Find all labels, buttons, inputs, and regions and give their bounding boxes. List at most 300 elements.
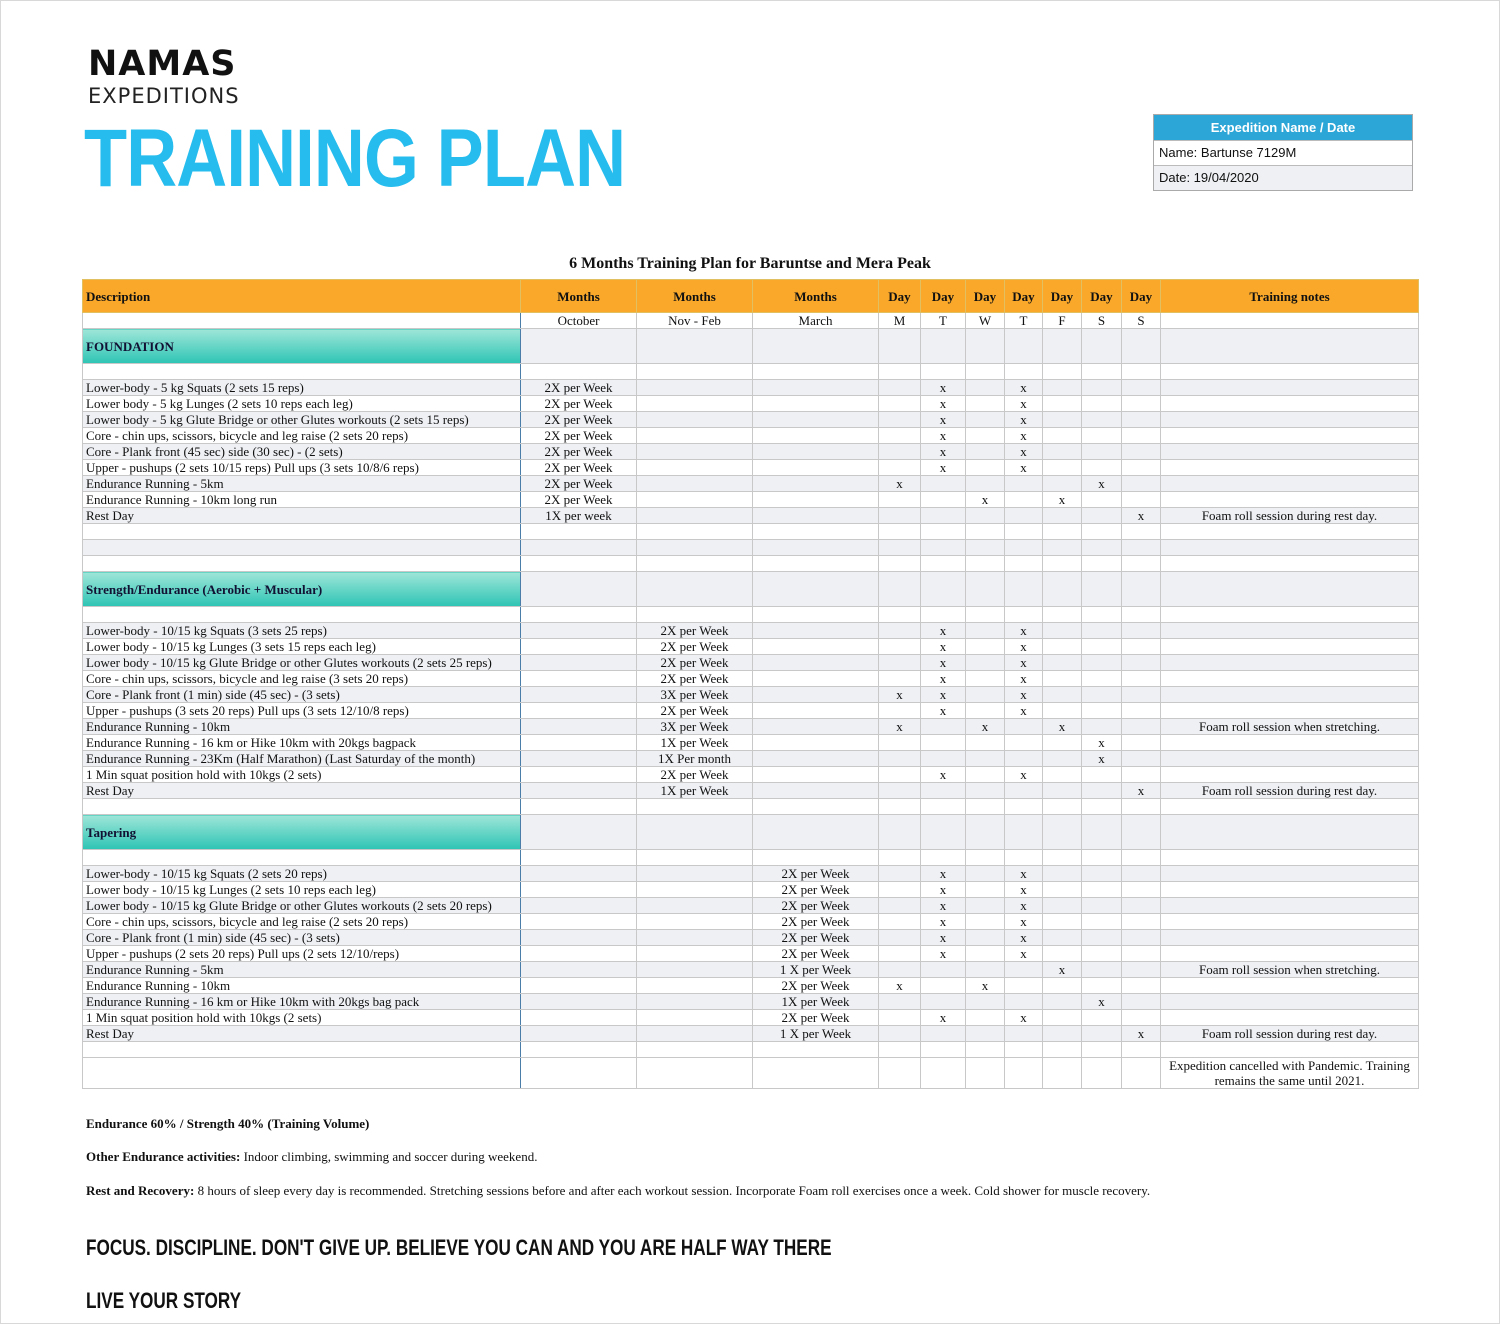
day-mark [1082,380,1122,396]
table-header-row [83,280,1419,313]
empty-cell [921,364,966,380]
frequency-cell: 2X per Week [753,978,879,994]
column-subheader: W [966,313,1005,329]
day-mark [1043,380,1082,396]
day-mark: x [1005,914,1043,930]
day-mark [1122,1010,1161,1026]
frequency-cell [637,444,753,460]
day-mark [966,767,1005,783]
day-mark [1122,866,1161,882]
empty-cell [1043,799,1082,815]
day-mark: x [966,978,1005,994]
section-title: FOUNDATION [83,329,521,364]
day-mark [1082,508,1122,524]
day-mark: x [1005,444,1043,460]
frequency-cell: 1X per Week [637,783,753,799]
day-mark [1122,671,1161,687]
table-row [83,428,1419,444]
day-mark [921,719,966,735]
empty-cell [637,572,753,607]
empty-cell [1122,607,1161,623]
day-mark [1122,751,1161,767]
table-row [83,962,1419,978]
empty-cell [966,815,1005,850]
day-mark [966,655,1005,671]
empty-cell [921,572,966,607]
frequency-cell [753,460,879,476]
empty-cell [966,556,1005,572]
day-mark [1043,751,1082,767]
frequency-cell [637,460,753,476]
empty-cell [1043,607,1082,623]
day-mark: x [1082,751,1122,767]
frequency-cell [637,492,753,508]
day-mark: x [1005,882,1043,898]
empty-cell [521,1042,637,1058]
day-mark [1043,1026,1082,1042]
day-mark [1005,978,1043,994]
plan-caption: 6 Months Training Plan for Baruntse and Mera Peak [569,255,931,272]
frequency-cell: 1X per week [521,508,637,524]
empty-cell [753,540,879,556]
table-row [83,930,1419,946]
table-row [83,783,1419,799]
table-row [83,460,1419,476]
training-note [1161,914,1419,930]
day-mark [1043,914,1082,930]
day-mark [1043,444,1082,460]
spacer-row [83,540,1419,556]
day-mark [879,508,921,524]
day-mark: x [921,428,966,444]
day-mark [966,783,1005,799]
empty-cell [879,607,921,623]
day-mark: x [921,655,966,671]
day-mark [879,898,921,914]
frequency-cell [521,703,637,719]
day-mark: x [921,866,966,882]
exercise-description: 1 Min squat position hold with 10kgs (2 sets) [83,767,521,783]
day-mark [1043,428,1082,444]
empty-cell [921,524,966,540]
section-row [83,572,1419,607]
frequency-cell [753,783,879,799]
frequency-cell: 2X per Week [637,703,753,719]
section-row [83,329,1419,364]
frequency-cell [753,428,879,444]
empty-cell [966,607,1005,623]
empty-cell [521,1058,637,1089]
day-mark: x [921,1010,966,1026]
day-mark: x [1005,946,1043,962]
day-mark [1082,978,1122,994]
table-row [83,1010,1419,1026]
day-mark: x [921,396,966,412]
day-mark [966,1010,1005,1026]
expedition-date: Date: 19/04/2020 [1154,165,1412,190]
frequency-cell: 1 X per Week [753,962,879,978]
day-mark [1082,687,1122,703]
table-row [83,412,1419,428]
day-mark [1005,735,1043,751]
day-mark [1122,460,1161,476]
training-note [1161,946,1419,962]
day-mark [1082,428,1122,444]
day-mark [879,396,921,412]
frequency-cell [753,380,879,396]
training-note: Foam roll session when stretching. [1161,962,1419,978]
day-mark [1082,930,1122,946]
empty-cell [1043,556,1082,572]
empty-cell [921,607,966,623]
frequency-cell [753,751,879,767]
day-mark [1122,492,1161,508]
day-mark [1122,687,1161,703]
day-mark [1122,946,1161,962]
day-mark: x [1043,492,1082,508]
empty-cell [83,1042,521,1058]
day-mark [879,882,921,898]
column-subheader [1161,313,1419,329]
training-note [1161,1010,1419,1026]
empty-cell [879,850,921,866]
day-mark [1122,655,1161,671]
empty-cell [966,1042,1005,1058]
frequency-cell [637,428,753,444]
day-mark: x [921,703,966,719]
day-mark [1122,898,1161,914]
day-mark [966,476,1005,492]
empty-cell [1122,540,1161,556]
table-row [83,1026,1419,1042]
day-mark: x [1005,639,1043,655]
day-mark: x [1122,783,1161,799]
frequency-cell [521,914,637,930]
frequency-cell: 1X per Week [753,994,879,1010]
frequency-cell [521,882,637,898]
day-mark: x [921,412,966,428]
day-mark [1043,882,1082,898]
empty-cell [1122,850,1161,866]
empty-cell [1122,364,1161,380]
table-row [83,767,1419,783]
frequency-cell [753,639,879,655]
day-mark: x [1005,687,1043,703]
exercise-description: Endurance Running - 5km [83,962,521,978]
frequency-cell [521,1010,637,1026]
day-mark [1122,962,1161,978]
empty-cell [1043,815,1082,850]
day-mark [1122,476,1161,492]
frequency-cell [521,751,637,767]
day-mark [879,460,921,476]
day-mark [1005,508,1043,524]
empty-cell [879,524,921,540]
frequency-cell: 2X per Week [637,639,753,655]
day-mark [1043,671,1082,687]
frequency-cell: 2X per Week [753,946,879,962]
empty-cell [1005,572,1043,607]
empty-cell [1161,815,1419,850]
empty-cell [1161,572,1419,607]
day-mark [879,914,921,930]
day-mark [1043,396,1082,412]
day-mark [1082,882,1122,898]
day-mark [879,767,921,783]
column-header: Day [921,280,966,313]
day-mark: x [1082,735,1122,751]
day-mark [1043,476,1082,492]
exercise-description: Endurance Running - 10km [83,719,521,735]
day-mark [1043,703,1082,719]
day-mark: x [1005,671,1043,687]
expedition-info-box [1153,114,1413,191]
frequency-cell [637,978,753,994]
table-row [83,380,1419,396]
table-row [83,994,1419,1010]
exercise-description: Upper - pushups (3 sets 20 reps) Pull ups (3 sets 12/10/8 reps) [83,703,521,719]
exercise-description: Lower-body - 5 kg Squats (2 sets 15 reps) [83,380,521,396]
frequency-cell [637,994,753,1010]
frequency-cell [753,767,879,783]
empty-cell [1161,364,1419,380]
empty-cell [753,1058,879,1089]
empty-cell [1005,850,1043,866]
empty-cell [1005,815,1043,850]
empty-cell [921,815,966,850]
day-mark [1122,444,1161,460]
table-row [83,396,1419,412]
day-mark [966,703,1005,719]
day-mark [1082,1026,1122,1042]
training-note [1161,994,1419,1010]
table-row [83,671,1419,687]
day-mark [1005,783,1043,799]
empty-cell [753,799,879,815]
empty-cell [921,850,966,866]
day-mark: x [1005,412,1043,428]
day-mark [1082,914,1122,930]
day-mark [1122,767,1161,783]
frequency-cell [521,687,637,703]
day-mark: x [879,978,921,994]
frequency-cell: 2X per Week [521,460,637,476]
frequency-cell [521,994,637,1010]
day-mark [1005,492,1043,508]
empty-cell [921,540,966,556]
day-mark [1122,914,1161,930]
empty-cell [921,1042,966,1058]
empty-cell [1161,329,1419,364]
spacer-row [83,850,1419,866]
frequency-cell [637,380,753,396]
frequency-cell [521,767,637,783]
empty-cell [637,540,753,556]
day-mark [879,492,921,508]
frequency-cell [753,476,879,492]
day-mark: x [1005,1010,1043,1026]
frequency-cell [753,687,879,703]
exercise-description: Lower body - 5 kg Lunges (2 sets 10 reps each leg) [83,396,521,412]
day-mark: x [921,380,966,396]
day-mark: x [921,623,966,639]
frequency-cell [521,623,637,639]
day-mark [1082,898,1122,914]
day-mark [1043,655,1082,671]
exercise-description: Lower body - 10/15 kg Lunges (2 sets 10 reps each leg) [83,882,521,898]
empty-cell [1122,799,1161,815]
column-header: Day [1043,280,1082,313]
day-mark: x [1082,476,1122,492]
exercise-description: 1 Min squat position hold with 10kgs (2 sets) [83,1010,521,1026]
table-row [83,882,1419,898]
day-mark [1043,735,1082,751]
empty-cell [879,1042,921,1058]
column-header: Description [83,280,521,313]
training-note: Foam roll session when stretching. [1161,719,1419,735]
empty-cell [1005,364,1043,380]
expedition-name: Name: Bartunse 7129M [1154,140,1412,165]
frequency-cell: 2X per Week [637,655,753,671]
empty-cell [1043,572,1082,607]
column-subheader: October [521,313,637,329]
day-mark [921,978,966,994]
exercise-description: Upper - pushups (2 sets 20 reps) Pull ups (2 sets 12/10/reps) [83,946,521,962]
empty-cell [879,364,921,380]
day-mark [1043,508,1082,524]
frequency-cell: 2X per Week [753,866,879,882]
training-note [1161,866,1419,882]
day-mark: x [1122,1026,1161,1042]
table-row [83,444,1419,460]
empty-cell [637,1042,753,1058]
column-header: Day [966,280,1005,313]
frequency-cell: 2X per Week [753,882,879,898]
exercise-description: Core - chin ups, scissors, bicycle and leg raise (2 sets 20 reps) [83,914,521,930]
day-mark: x [921,671,966,687]
day-mark: x [1005,460,1043,476]
empty-cell [1005,607,1043,623]
day-mark [966,508,1005,524]
day-mark [1005,962,1043,978]
empty-cell [1161,799,1419,815]
empty-cell [966,1058,1005,1089]
day-mark [966,428,1005,444]
day-mark [921,783,966,799]
day-mark [966,460,1005,476]
empty-cell [521,572,637,607]
day-mark: x [921,914,966,930]
day-mark [1122,396,1161,412]
exercise-description: Lower body - 10/15 kg Glute Bridge or other Glutes workouts (2 sets 20 reps) [83,898,521,914]
empty-cell [83,799,521,815]
section-title: Tapering [83,815,521,850]
frequency-cell [637,866,753,882]
day-mark: x [879,476,921,492]
empty-cell [83,364,521,380]
day-mark [1122,735,1161,751]
day-mark [966,946,1005,962]
day-mark: x [921,898,966,914]
info-header: Expedition Name / Date [1154,115,1412,140]
frequency-cell: 1X Per month [637,751,753,767]
frequency-cell: 3X per Week [637,687,753,703]
day-mark [1005,994,1043,1010]
empty-cell [521,329,637,364]
day-mark [1043,898,1082,914]
frequency-cell: 1 X per Week [753,1026,879,1042]
day-mark [966,962,1005,978]
exercise-description: Endurance Running - 10km [83,978,521,994]
frequency-cell: 2X per Week [521,492,637,508]
empty-cell [1082,1042,1122,1058]
day-mark [966,396,1005,412]
empty-cell [1082,815,1122,850]
empty-cell [1043,1042,1082,1058]
brand-logo: NAMAS [88,44,237,84]
column-header: Training notes [1161,280,1419,313]
day-mark: x [966,719,1005,735]
column-subheader: M [879,313,921,329]
empty-cell [921,556,966,572]
empty-cell [1043,540,1082,556]
column-subheader: T [921,313,966,329]
day-mark [1043,767,1082,783]
empty-cell [879,540,921,556]
empty-cell [637,1058,753,1089]
empty-cell [879,799,921,815]
table-row [83,751,1419,767]
frequency-cell [753,508,879,524]
column-subheader: March [753,313,879,329]
day-mark: x [1005,428,1043,444]
empty-cell [637,524,753,540]
frequency-cell [637,962,753,978]
day-mark [921,476,966,492]
day-mark [966,930,1005,946]
day-mark [966,639,1005,655]
empty-cell [753,850,879,866]
empty-cell [637,364,753,380]
table-row [83,866,1419,882]
empty-cell [879,815,921,850]
empty-cell [879,329,921,364]
frequency-cell [637,898,753,914]
training-note [1161,623,1419,639]
training-note [1161,655,1419,671]
empty-cell [1161,556,1419,572]
exercise-description: Core - Plank front (1 min) side (45 sec) - (3 sets) [83,687,521,703]
exercise-description: Rest Day [83,508,521,524]
day-mark [1122,882,1161,898]
frequency-cell [521,866,637,882]
training-note [1161,476,1419,492]
frequency-cell [521,671,637,687]
day-mark [879,751,921,767]
day-mark [1082,492,1122,508]
table-row [83,655,1419,671]
empty-cell [1082,524,1122,540]
empty-cell [1005,1042,1043,1058]
frequency-cell [637,476,753,492]
empty-cell [1005,540,1043,556]
day-mark [1082,703,1122,719]
frequency-cell: 2X per Week [637,767,753,783]
empty-cell [1122,815,1161,850]
frequency-cell: 2X per Week [753,914,879,930]
empty-cell [1005,329,1043,364]
day-mark [1043,866,1082,882]
